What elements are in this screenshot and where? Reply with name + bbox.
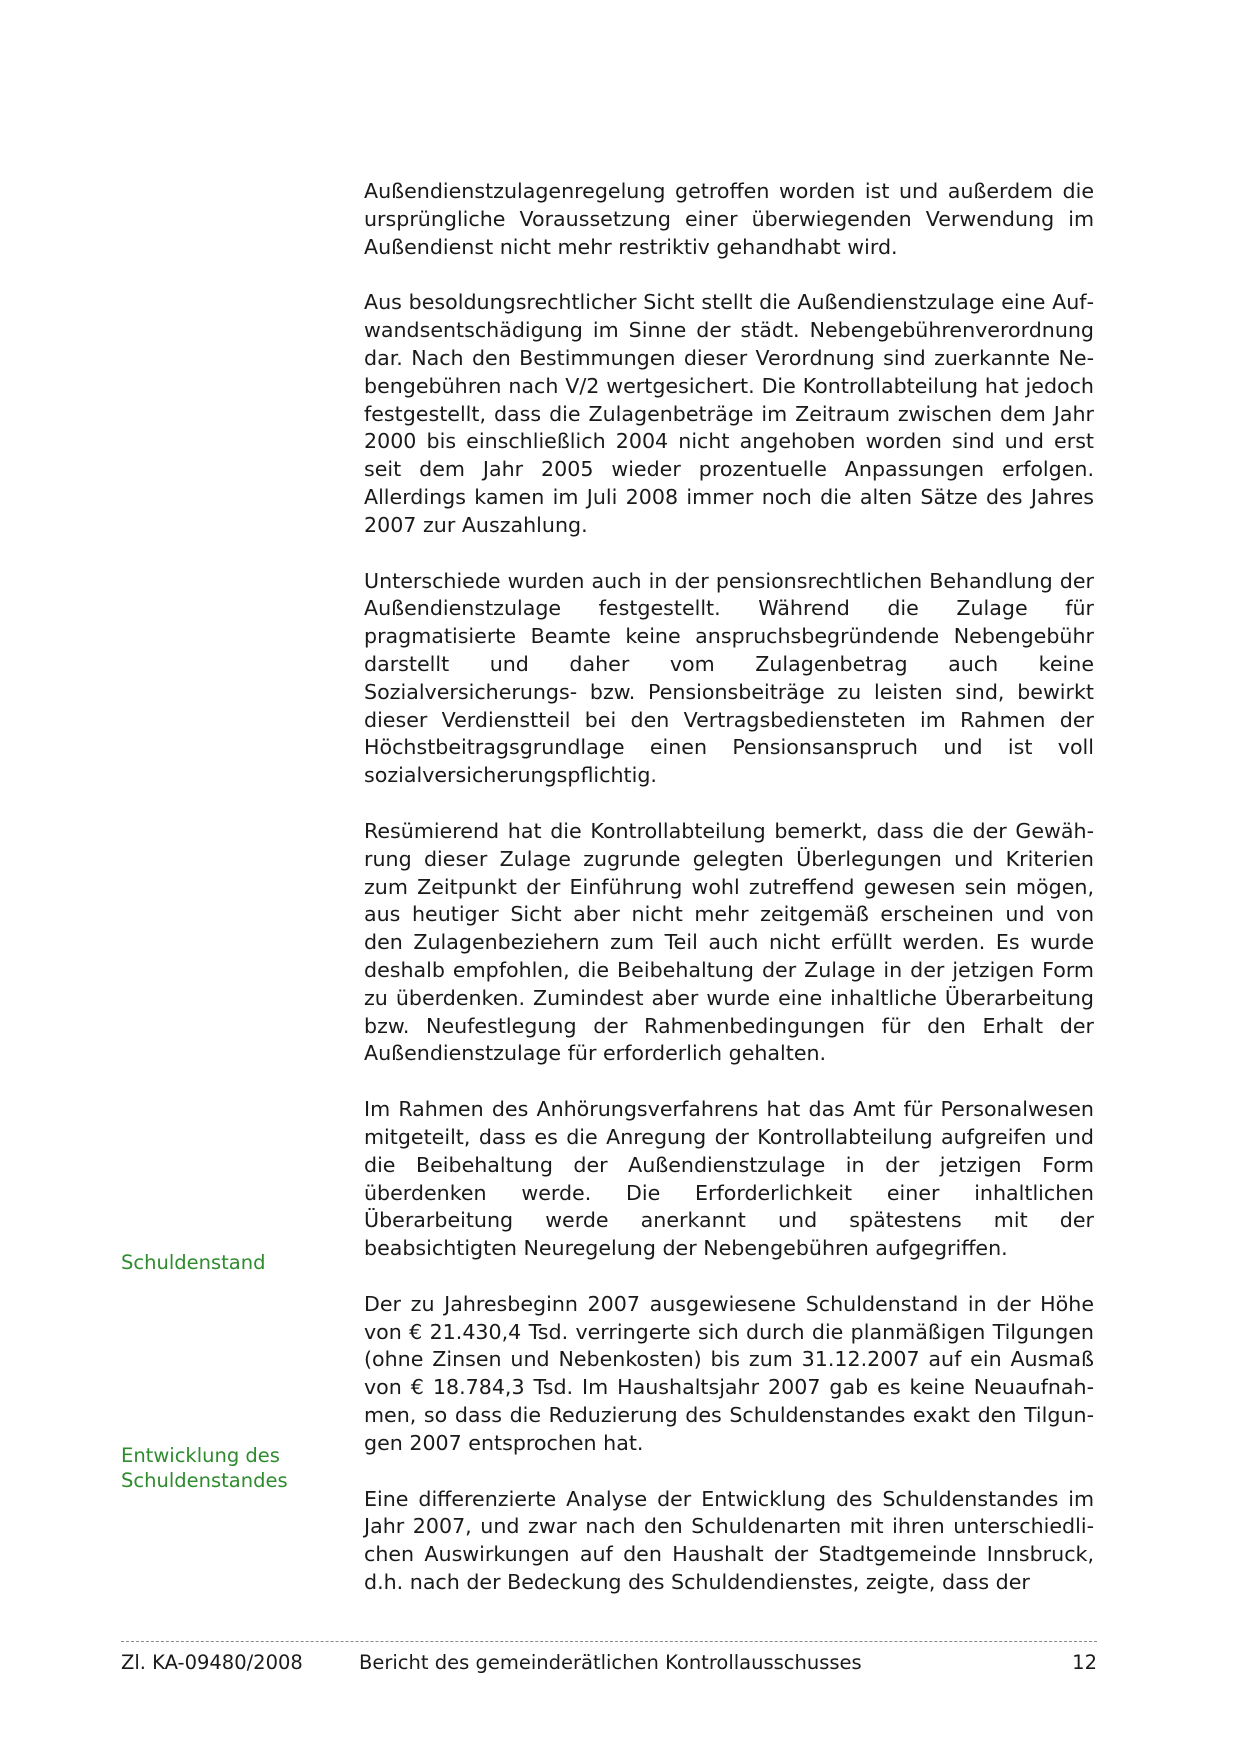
footer-reference: Zl. KA-09480/2008 [121, 1651, 303, 1674]
footer-divider [121, 1641, 1097, 1642]
paragraph-resuemee: Resümierend hat die Kontrollabteilung bemerkt, dass die der Gewährung dieser Zulage zugrunde gelegten Überlegungen und Kriterien zum Zeitpunkt der Einführung wohl zutreffend gewesen sein mögen, aus heutiger Sicht aber nicht mehr zeitgemäß erscheinen und von den Zulagenbeziehern zum Teil auch nicht erfüllt werden. Es wurde deshalb empfohlen, die Beibehaltung der Zulage in der jetzigen Form zu überdenken. Zumindest aber wurde eine inhaltliche Überarbeitung bzw. Neufestlegung der Rahmenbedingungen für den Erhalt der Außendienstzulage für erforderlich gehalten. [364, 818, 1094, 1066]
paragraph-anhoerungsverfahren: Im Rahmen des Anhörungsverfahrens hat das Amt für Personalwesen mitgeteilt, dass es die Anregung der Kontrollabteilung aufgreifen und die Beibehaltung der Außendienstzulage in der jetzigen Form überdenken werde. Die Erforderlichkeit einer inhaltlichen Überarbeitung werde anerkannt und spätestens mit der beabsichtigten Neuregelung der Nebengebühren aufgegriffen. [364, 1097, 1094, 1261]
body-text-column [364, 178, 1094, 1597]
margin-note-schuldenstand: Schuldenstand [121, 1251, 266, 1274]
paragraph-schuldenstand: Der zu Jahresbeginn 2007 ausgewiesene Schuldenstand in der Höhe von € 21.430,4 Tsd. verringerte sich durch die planmäßigen Tilgungen (ohne Zinsen und Nebenkosten) bis zum 31.12.2007 auf ein Ausmaß von € 18.784,3 Tsd. Im Haushaltsjahr 2007 gab es keine Neuaufnahmen, so dass die Reduzierung des Schuldenstandes exakt den Tilgungen 2007 entsprochen hat. [364, 1291, 1094, 1455]
margin-note-schuldenentwicklung: Entwicklung des Schuldenstandes [121, 1444, 288, 1492]
paragraph-pensionsrecht: Unterschiede wurden auch in der pensionsrechtlichen Behandlung der Außendienstzulage festgestellt. Während die Zulage für pragmatisierte Beamte keine anspruchsbegründende Nebengebühr darstellt und daher vom Zulagenbetrag auch keine Sozialversicherungs- bzw. Pensionsbeiträge zu leisten sind, bewirkt dieser Verdienstteil bei den Vertragsbediensteten im Rahmen der Höchstbeitragsgrundlage einen Pensionsanspruch und ist voll sozialversicherungspflichtig. [364, 568, 1094, 788]
footer-title: Bericht des gemeinderätlichen Kontrollausschusses [359, 1651, 862, 1674]
page-number: 12 [1072, 1651, 1097, 1674]
paragraph-besoldungsrecht: Aus besoldungsrechtlicher Sicht stellt die Außendienstzulage eine Aufwandsentschädigung im Sinne der städt. Nebengebührenverordnung dar. Nach den Bestimmungen dieser Verordnung sind zuerkannte Nebengebühren nach V/2 wertgesichert. Die Kontrollabteilung hat jedoch festgestellt, dass die Zulagenbeträge im Zeitraum zwischen dem Jahr 2000 bis einschließlich 2004 nicht angehoben worden sind und erst seit dem Jahr 2005 wieder prozentuelle Anpassungen erfolgen. Allerdings kamen im Juli 2008 immer noch die alten Sätze des Jahres 2007 zur Auszahlung. [364, 290, 1094, 537]
paragraph-schuldenentwicklung: Eine differenzierte Analyse der Entwicklung des Schuldenstandes im Jahr 2007, und zwar nach den Schuldenarten mit ihren unterschiedlichen Auswirkungen auf den Haushalt der Stadtgemeinde Innsbruck, d.h. nach der Bedeckung des Schuldendienstes, zeigte, dass der [364, 1486, 1094, 1595]
paragraph-zulagenregelung: Außendienstzulagenregelung getroffen worden ist und außerdem die ursprüngliche Voraussetzung einer überwiegenden Verwendung im Außendienst nicht mehr restriktiv gehandhabt wird. [364, 179, 1094, 259]
